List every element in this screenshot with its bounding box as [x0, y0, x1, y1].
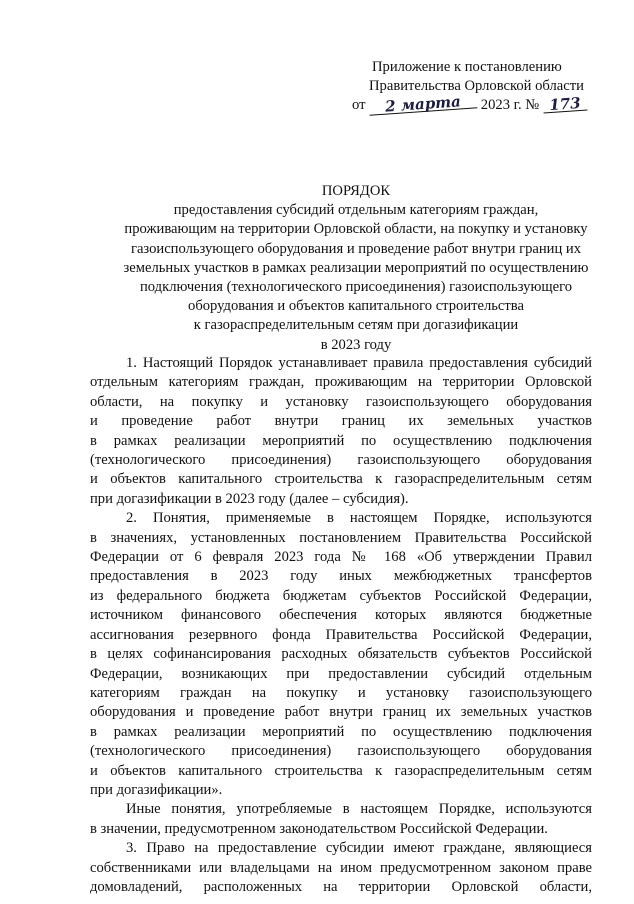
attachment-line-2: Правительства Орловской области	[369, 78, 584, 94]
attachment-date-line	[352, 92, 592, 116]
title-line: подключения (технологического присоединения) газоиспользующего	[140, 279, 572, 296]
paragraph-line: категориям граждан на покупку и установку газоиспользующего	[90, 684, 592, 701]
paragraph-line: собственниками или владельцами на ином предусмотренном законом праве	[90, 859, 592, 876]
paragraph-line: в значениях, установленных постановлением Правительства Российской	[90, 529, 592, 546]
title-heading: ПОРЯДОК	[321, 183, 391, 199]
paragraph-line: (технологического присоединения) газоиспользующего оборудования	[90, 452, 592, 469]
title-line: в 2023 году	[320, 336, 392, 353]
paragraph-line: 3. Право на предоставление субсидии имеют граждане, являющиеся	[126, 840, 592, 857]
paragraph-line: Федерации от 6 февраля 2023 года № 168 «Об утверждении Правил	[90, 549, 592, 566]
from-label: от	[352, 97, 366, 113]
paragraph-line: в рамках реализации мероприятий по осуществлению подключения	[90, 723, 592, 740]
year-label: 2023 г. №	[480, 97, 540, 113]
paragraph-line: 1. Настоящий Порядок устанавливает правила предоставления субсидий	[126, 355, 592, 371]
document-body	[90, 354, 592, 897]
paragraph-line: в значении, предусмотренном законодательством Российской Федерации.	[90, 820, 548, 837]
paragraph-line: области, на покупку и установку газоиспользующего оборудования	[90, 393, 592, 410]
attachment-header	[352, 58, 592, 115]
document-title	[96, 182, 616, 355]
paragraph-line: и проведение работ внутри границ их земельных участков	[90, 413, 592, 430]
paragraph-line: предоставления в 2023 году иных межбюджетных трансфертов	[90, 568, 592, 585]
paragraph-line: Иные понятия, употребляемые в настоящем Порядке, используются	[126, 801, 592, 818]
paragraph-line: в целях софинансирования расходных обязательств субъектов Российской	[90, 646, 592, 663]
handwritten-number: 173	[542, 95, 587, 113]
title-line: к газораспределительным сетям при догазификации	[193, 317, 519, 334]
paragraph-line: источником финансового обеспечения которых являются бюджетные	[90, 607, 592, 624]
attachment-line-1: Приложение к постановлению	[372, 59, 562, 75]
paragraph-line: оборудования и проведение работ внутри границ их земельных участков	[90, 704, 592, 721]
title-line: земельных участков в рамках реализации мероприятий по осуществлению	[123, 259, 589, 276]
paragraph-line: Федерации, возникающих при предоставлении субсидий отдельным	[90, 665, 592, 682]
paragraph-line: домовладений, расположенных на территории Орловской области,	[90, 878, 592, 895]
handwritten-date: 2 марта	[369, 93, 478, 115]
title-line: проживающим на территории Орловской области, на покупку и установку	[124, 221, 588, 238]
paragraph-line: при догазификации».	[90, 781, 223, 798]
title-line: предоставления субсидий отдельным категориям граждан,	[173, 202, 539, 219]
paragraph-line: в рамках реализации мероприятий по осуществлению подключения	[90, 432, 592, 449]
paragraph-line: ассигнования резервного фонда Правительства Российской Федерации,	[90, 626, 592, 643]
paragraph-line: при догазификации в 2023 году (далее – субсидия).	[90, 490, 409, 507]
paragraph-line: отдельным категориям граждан, проживающим на территории Орловской	[90, 374, 592, 391]
title-line: оборудования и объектов капитального строительства	[188, 298, 524, 315]
paragraph-line: и объектов капитального строительства к газораспределительным сетям	[90, 471, 592, 488]
paragraph-line: из федерального бюджета бюджетам субъектов Российской Федерации,	[90, 587, 592, 604]
paragraph-line: 2. Понятия, применяемые в настоящем Порядке, используются	[126, 510, 592, 527]
title-line: газоиспользующего оборудования и проведение работ внутри границ их	[130, 240, 582, 257]
paragraph-line: и объектов капитального строительства к газораспределительным сетям	[90, 762, 592, 779]
paragraph-line: (технологического присоединения) газоиспользующего оборудования	[90, 743, 592, 760]
